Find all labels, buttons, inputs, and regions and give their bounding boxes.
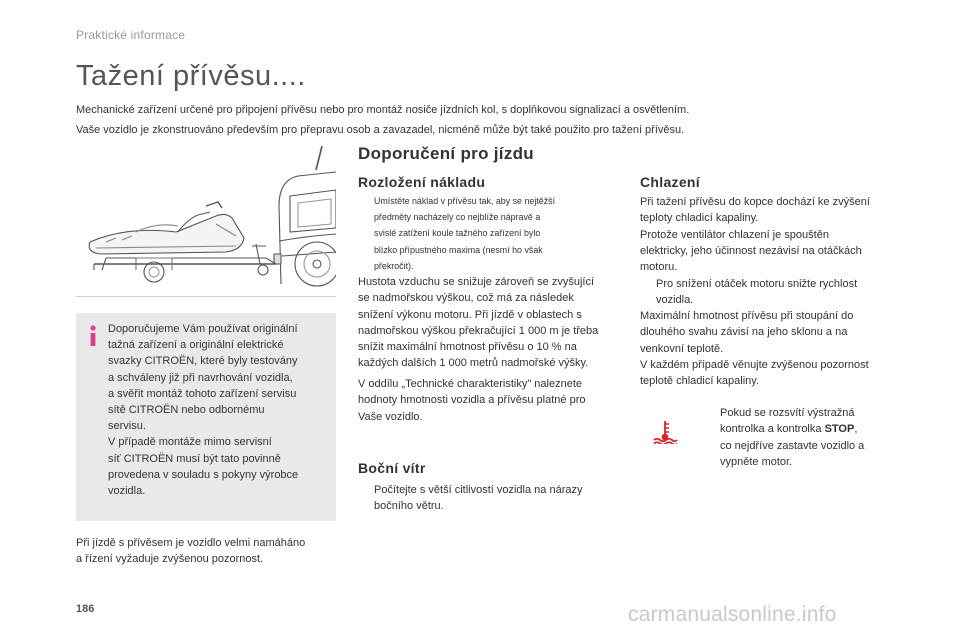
bullet-icon <box>358 482 374 515</box>
coolant-warning-text <box>720 405 864 470</box>
altitude-paragraph <box>358 274 628 372</box>
load-bullet-line: Umístěte náklad v přívěsu tak, aby se nejtěžší <box>374 196 556 206</box>
warning-suffix: , <box>854 423 858 436</box>
cooling-paragraph-2 <box>640 308 900 389</box>
cooling-line: Protože ventilátor chlazení je spouštěn <box>640 228 829 241</box>
tip-line: a svěřit montáž tohoto zařízení servisu <box>108 387 297 400</box>
tip-box <box>76 313 336 521</box>
section-header: Praktické informace <box>76 28 186 42</box>
warning-line: Pokud se rozsvítí výstražná <box>720 407 855 419</box>
altitude-line: snížit maximální hmotnost přívěsu o 10 % na <box>358 341 577 354</box>
cooling-bullet-line: vozidla. <box>656 294 694 307</box>
bullet-icon <box>704 405 720 470</box>
towing-note-line: a řízení vyžaduje zvýšenou pozornost. <box>76 553 264 566</box>
page-number: 186 <box>76 603 95 615</box>
tip-line: sítě CITROËN nebo odbornému <box>108 404 265 417</box>
altitude-line: každých dalších 1 000 metrů nadmořské výšky. <box>358 357 589 370</box>
altitude-line: nadmořskou výškou překračující 1 000 m je třeba <box>358 324 599 337</box>
load-bullet-line: svislé zatížení koule tažného zařízení bylo <box>374 228 541 239</box>
altitude-line: snížení výkonu motoru. Při jízdě v oblastech s <box>358 308 582 321</box>
wind-bullet-line: Počítejte s větší citlivostí vozidla na nárazy <box>374 484 583 496</box>
wind-bullet-text <box>374 482 582 515</box>
tip-line: provedena v souladu s pokyny výrobce <box>108 468 299 481</box>
specs-line: V oddílu „Technické charakteristiky" naleznete <box>358 378 583 390</box>
load-bullet <box>358 193 628 274</box>
cooling-line: Maximální hmotnost přívěsu při stoupání do <box>640 310 854 322</box>
intro-line-2: Vaše vozidlo je zkonstruováno především pro přepravu osob a zavazadel, nicméně může být také použito pro tažení přívěsu. <box>76 124 685 136</box>
tip-text <box>108 321 330 499</box>
load-bullet-text <box>374 193 555 274</box>
warning-line: vypněte motor. <box>720 455 793 468</box>
cooling-bullet <box>640 276 900 309</box>
specs-line: hodnoty hmotnosti vozidla a přívěsu platné pro <box>358 394 586 407</box>
specs-line: Vaše vozidlo. <box>358 410 423 423</box>
wind-bullet-line: bočního větru. <box>374 500 444 513</box>
cooling-line: teploty chladicí kapaliny. <box>640 212 759 225</box>
stop-label: STOP <box>824 423 855 436</box>
cooling-line: elektricky, jeho účinnost nezávisí na otáčkách <box>640 244 862 257</box>
cooling-line: Při tažení přívěsu do kopce dochází ke zvýšení <box>640 196 870 208</box>
load-bullet-line: předměty nacházely co nejblíže nápravě a <box>374 212 541 223</box>
tip-line: vozidla. <box>108 485 146 498</box>
divider <box>76 296 336 297</box>
cooling-line: venkovní teplotě. <box>640 342 724 355</box>
cooling-bullet-text <box>656 276 857 309</box>
info-icon <box>87 325 99 347</box>
bullet-icon <box>358 193 374 274</box>
tip-line: tažná zařízení a originální elektrické <box>108 339 284 352</box>
tip-line: Doporučujeme Vám používat originální <box>108 323 298 335</box>
wind-bullet <box>358 482 628 515</box>
cooling-bullet-line: Pro snížení otáček motoru snižte rychlost <box>656 278 858 290</box>
coolant-warning-note <box>704 405 904 470</box>
tip-line: V případě montáže mimo servisní <box>108 436 272 449</box>
tip-line: síť CITROËN musí být tato povinně <box>108 452 281 465</box>
page-title: Tažení přívěsu.... <box>76 60 306 92</box>
load-heading: Rozložení nákladu <box>358 174 486 190</box>
cooling-line: V každém případě věnujte zvýšenou pozornost <box>640 358 869 371</box>
altitude-line: se nadmořskou výškou, což má za následek <box>358 292 574 305</box>
bullet-icon <box>640 276 656 309</box>
towing-note-line: Při jízdě s přívěsem je vozidlo velmi namáháno <box>76 537 306 549</box>
load-bullet-line: blízko přípustného maxima (nesmí ho však <box>374 244 543 255</box>
warning-line <box>720 421 864 437</box>
cooling-heading: Chlazení <box>640 174 700 190</box>
load-bullet-line: překročit). <box>374 260 414 271</box>
cooling-paragraph-1 <box>640 194 900 275</box>
cooling-line: dlouhého svahu závisí na jeho sklonu a na <box>640 326 848 339</box>
specs-paragraph <box>358 376 628 425</box>
tip-line: a schváleny již při navrhování vozidla, <box>108 371 293 384</box>
coolant-temperature-warning-icon <box>652 420 678 444</box>
cooling-line: teplotě chladicí kapaliny. <box>640 375 760 388</box>
towing-note <box>76 535 336 568</box>
watermark: carmanualsonline.info <box>628 603 837 626</box>
intro-line-1: Mechanické zařízení určené pro připojení přívěsu nebo pro montáž nosiče jízdních kol, s doplňkovou signalizací a osvětlením. <box>76 104 690 116</box>
wind-heading: Boční vítr <box>358 460 426 476</box>
cooling-line: motoru. <box>640 261 678 274</box>
warning-prefix: kontrolka a kontrolka <box>720 423 825 436</box>
driving-advice-heading: Doporučení pro jízdu <box>358 144 534 163</box>
altitude-line: Hustota vzduchu se snižuje zároveň se zvyšující <box>358 276 595 288</box>
tip-line: servisu. <box>108 420 146 433</box>
tip-line: svazky CITROËN, které byly testovány <box>108 355 298 368</box>
trailer-illustration <box>76 146 336 294</box>
warning-line: co nejdříve zastavte vozidlo a <box>720 439 865 452</box>
